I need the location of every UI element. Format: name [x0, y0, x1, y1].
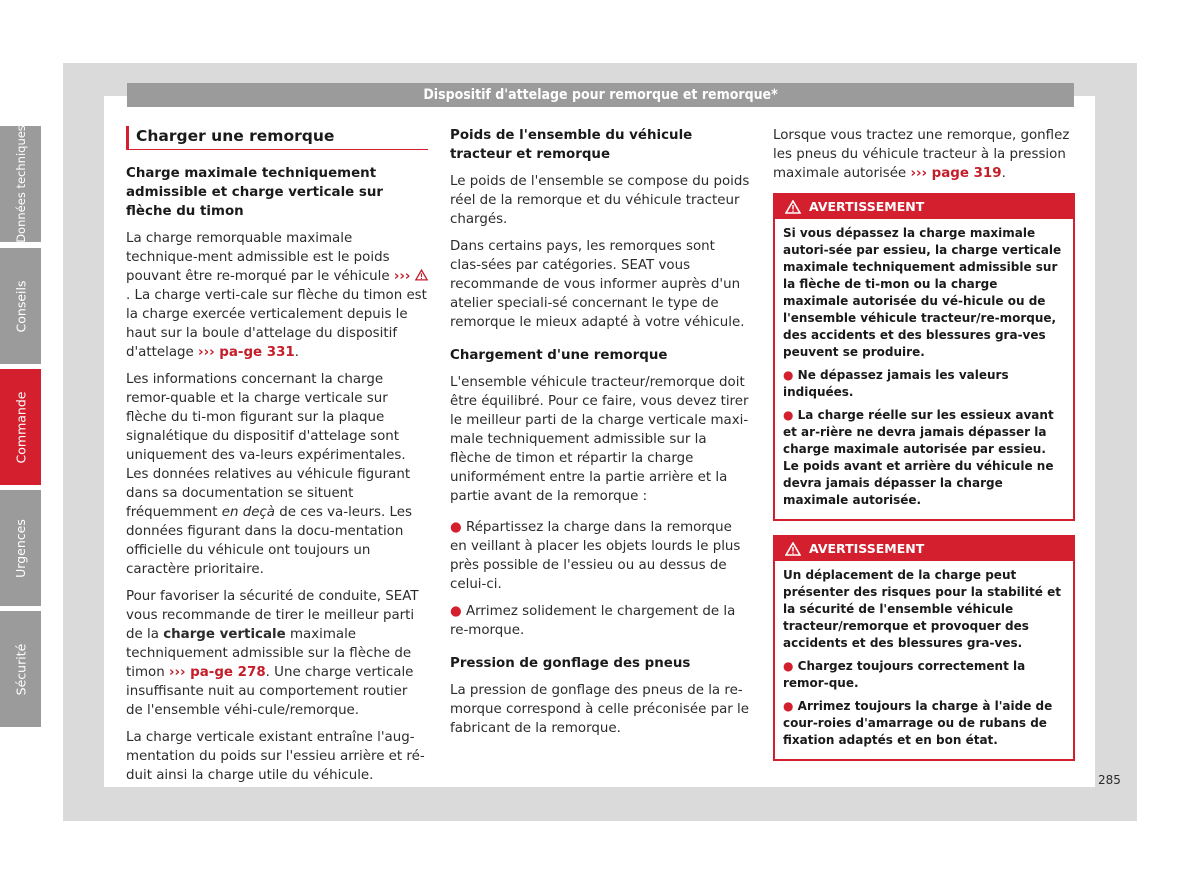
text: de ces va-leurs. Les données figurant dans la docu-mentation officielle du véhicule ont toujours un caractère prioritaire.: [126, 505, 412, 577]
paragraph-securite-conduite: [126, 587, 428, 720]
text: La charge remorquable maximale technique-ment admissible est le poids pouvant être re-morqué par le véhicule: [126, 231, 394, 284]
text: maximale techniquement admissible sur la flèche de timon: [126, 627, 412, 680]
text: Lorsque vous tractez une remorque, gonflez les pneus du véhicule tracteur à la pression maximale autorisée: [773, 128, 1070, 181]
tab-label: Sécurité: [13, 643, 28, 695]
paragraph-poids-ensemble: Le poids de l'ensemble se compose du poids réel de la remorque et du véhicule tracteur chargés.: [450, 174, 750, 227]
warning-triangle-icon: [785, 200, 801, 214]
warning-box-1: [773, 193, 1075, 521]
bullet-icon: ●: [450, 604, 466, 619]
tab-label: Données techniques: [13, 125, 28, 243]
warning-header: [775, 537, 1073, 561]
text: Pour favoriser la sécurité de conduite, SEAT vous recommande de tirer le meilleur parti de la: [126, 589, 419, 642]
tab-label: Urgences: [13, 518, 29, 578]
tab-commande[interactable]: [0, 369, 41, 485]
list-item: [783, 407, 1065, 509]
text: . La charge verti-cale sur flèche du timon est la charge exercée verticalement depuis le haut sur la boule d'attelage du dispositif d'attelage: [126, 288, 427, 360]
bullet-icon: ●: [450, 520, 466, 535]
bullet-icon: ●: [783, 699, 798, 713]
bullet-icon: ●: [783, 408, 798, 422]
subheading-pression: Pression de gonflage des pneus: [450, 656, 691, 671]
bullet-icon: ●: [783, 659, 798, 673]
page-number: 285: [1098, 773, 1121, 787]
warning-triangle-icon: [415, 269, 428, 281]
text: Arrimez toujours la charge à l'aide de cour-roies d'amarrage ou de rubans de fixation adaptés et en bon état.: [783, 699, 1053, 747]
tab-securite[interactable]: [0, 611, 41, 727]
warning-body: [775, 561, 1073, 759]
column-3: [773, 126, 1075, 775]
warning-title: AVERTISSEMENT: [809, 541, 925, 556]
warning-title: AVERTISSEMENT: [809, 199, 925, 214]
list-item: [450, 518, 750, 594]
paragraph-equilibre: L'ensemble véhicule tracteur/remorque doit être équilibré. Pour ce faire, vous devez tirer le meilleur parti de la charge verticale maxi-male techniquement admissible sur la flèche de timon et répartir la charge uniformément entre la partie arrière et la partie avant de la remorque :: [450, 375, 749, 504]
subheading-chargement: Chargement d'une remorque: [450, 348, 668, 363]
text: .: [1001, 166, 1006, 181]
page-link-331[interactable]: ››› pa-ge 331: [198, 345, 295, 360]
cross-ref-arrow[interactable]: ›››: [393, 269, 411, 284]
text: Répartissez la charge dans la remorque en veillant à placer les objets lourds le plus près possible de l'essieu ou au dessus de celui-ci.: [450, 520, 741, 592]
page-link-319[interactable]: ››› page 319: [910, 166, 1002, 181]
list-item: [450, 602, 750, 640]
emphasis: en deçà: [221, 505, 276, 520]
list-item: [783, 658, 1065, 692]
warning-intro: Si vous dépassez la charge maximale autori-sée par essieu, la charge verticale maximale techniquement admissible sur la flèche de ti-mon ou la charge maximale autorisée du vé-hicule ou de l'ensemble véhicule tracteur/re-morque, des accidents et des blessures gra-ves peuvent se produire.: [783, 226, 1062, 359]
warning-triangle-icon: [785, 542, 801, 556]
paragraph-charge-verticale: La charge verticale existant entraîne l'aug-mentation du poids sur l'essieu arrière et ré-duit ainsi la charge utile du véhicule.: [126, 730, 425, 783]
warning-header: [775, 195, 1073, 219]
text: Les informations concernant la charge remor-quable et la charge verticale sur flèche du ti-mon figurant sur la plaque signalétique du dispositif d'attelage sont uniquement des va-leurs expérimentales. Les données relatives au véhicule figurant dans sa documentation se situent fréquemment: [126, 372, 411, 520]
text: Chargez toujours correctement la remor-que.: [783, 659, 1026, 690]
paragraph-gonflage: [773, 126, 1075, 183]
paragraph-pression: La pression de gonflage des pneus de la re-morque correspond à celle préconisée par le fabricant de la remorque.: [450, 683, 750, 736]
text: La charge réelle sur les essieux avant et ar-rière ne devra jamais dépasser la charge maximale autorisée par essieu. Le poids avant et arrière du véhicule ne devra jamais dépasser la charge maximale autorisée.: [783, 408, 1054, 507]
tab-donnees-techniques[interactable]: [0, 126, 41, 242]
chapter-header: Dispositif d'attelage pour remorque et remorque*: [127, 83, 1074, 107]
tab-label: Conseils: [13, 280, 28, 332]
paragraph-categories: Dans certains pays, les remorques sont clas-sées par catégories. SEAT vous recommande de vous informer auprès d'un atelier speciali-sé concernant le type de remorque le mieux adapté à votre véhicule.: [450, 239, 745, 330]
column-2: [450, 126, 750, 746]
tab-conseils[interactable]: [0, 248, 41, 364]
list-item: [783, 367, 1065, 401]
tab-label: Commande: [13, 391, 28, 463]
warning-box-2: [773, 535, 1075, 761]
section-title: Charger une remorque: [126, 126, 428, 150]
text: . Une charge verticale insuffisante nuit au comportement routier de l'ensemble véhi-cule/remorque.: [126, 665, 414, 718]
text: Ne dépassez jamais les valeurs indiquées.: [783, 368, 1009, 399]
subheading-charge-max: Charge maximale techniquement admissible et charge verticale sur flèche du timon: [126, 166, 384, 219]
column-1: [126, 126, 428, 793]
text: Arrimez solidement le chargement de la re-morque.: [450, 604, 736, 638]
page-link-278[interactable]: ››› pa-ge 278: [168, 665, 266, 680]
text: .: [294, 345, 299, 360]
subheading-poids-ensemble: Poids de l'ensemble du véhicule tracteur et remorque: [450, 128, 693, 162]
strong-text: charge verticale: [163, 627, 286, 642]
bullet-icon: ●: [783, 368, 798, 382]
tab-urgences[interactable]: [0, 490, 41, 606]
warning-intro: Un déplacement de la charge peut présenter des risques pour la stabilité et la sécurité de l'ensemble véhicule tracteur/remorque et provoquer des accidents et des blessures gra-ves.: [783, 568, 1061, 650]
list-item: [783, 698, 1065, 749]
paragraph-charge-remorquable: [126, 229, 428, 362]
warning-body: [775, 219, 1073, 519]
paragraph-plaque-signaletique: [126, 370, 428, 579]
